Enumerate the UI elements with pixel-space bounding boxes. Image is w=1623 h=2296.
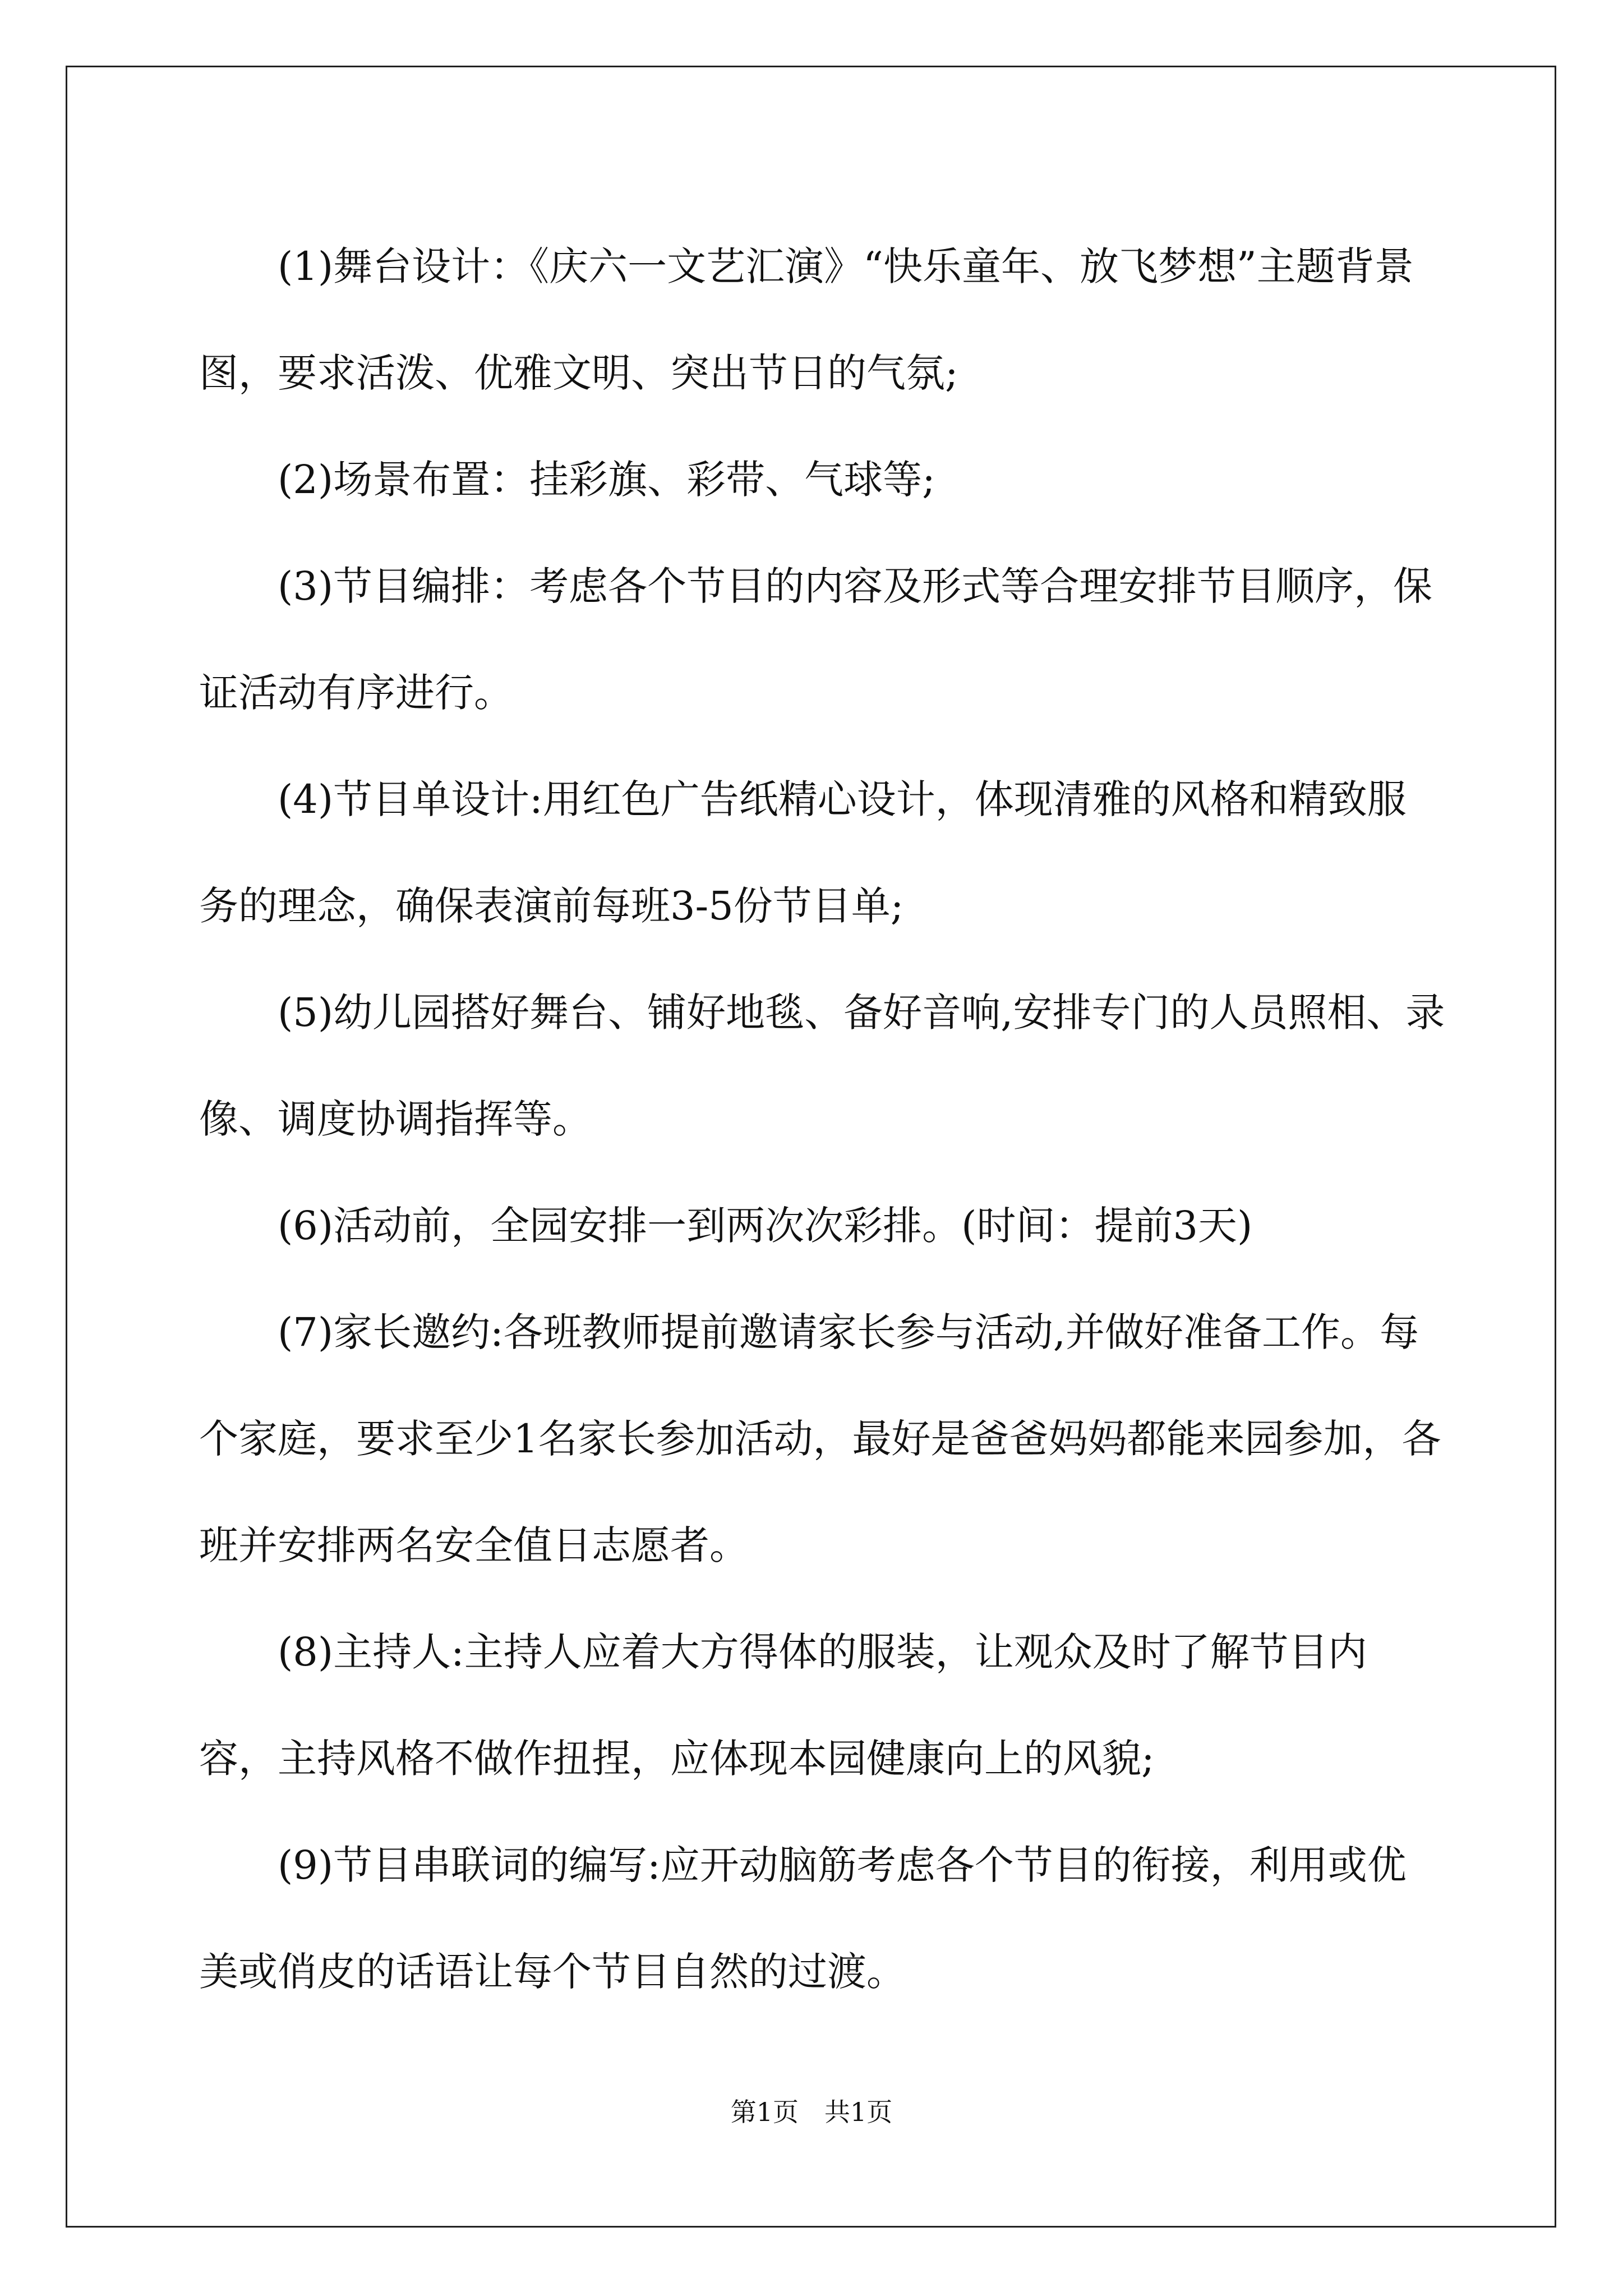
paragraph-6: (6)活动前，全园安排一到两次次彩排。(时间：提前3天) (278, 1203, 1253, 1249)
paragraph-4: (4)节目单设计:用红色广告纸精心设计，体现清雅的风格和精致服务的理念，确保表演前每班3-5份节目单; (199, 776, 1407, 929)
paragraph-3: (3)节目编排：考虑各个节目的内容及形式等合理安排节目顺序，保证活动有序进行。 (199, 563, 1433, 716)
paragraph-8: (8)主持人:主持人应着大方得体的服装，让观众及时了解节目内容，主持风格不做作扭捏，应体现本园健康向上的风貌; (199, 1629, 1367, 1782)
paragraph-7: (7)家长邀约:各班教师提前邀请家长参与活动,并做好准备工作。每个家庭，要求至少1名家长参加活动，最好是爸爸妈妈都能来园参加，各班并安排两名安全值日志愿者。 (199, 1309, 1441, 1568)
page-number-current: 第1页 (730, 2097, 799, 2127)
document-body (199, 213, 1445, 2025)
paragraph-9: (9)节目串联词的编写:应开动脑筋考虑各个节目的衔接，利用或优美或俏皮的话语让每个节目自然的过渡。 (199, 1842, 1407, 1995)
paragraph-2: (2)场景布置：挂彩旗、彩带、气球等; (278, 457, 935, 503)
page-number-total: 共1页 (824, 2097, 893, 2127)
paragraph-1: (1)舞台设计：《庆六一文艺汇演》“快乐童年、放飞梦想”主题背景图，要求活泼、优雅文明、突出节日的气氛; (199, 243, 1414, 396)
paragraph-5: (5)幼儿园搭好舞台、铺好地毯、备好音响,安排专门的人员照相、录像、调度协调指挥等。 (199, 990, 1445, 1142)
page-footer (0, 2095, 1623, 2129)
